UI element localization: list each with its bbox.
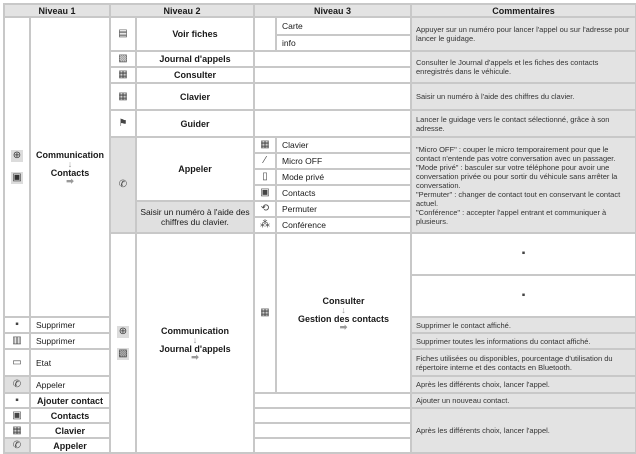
option-etat[interactable]: Etat	[30, 349, 110, 376]
gestion-contacts-label: Gestion des contacts	[297, 313, 390, 324]
comment-ajouter: Ajouter un nouveau contact.	[411, 393, 636, 408]
comment-appeler-gestion: Après les différents choix, lancer l'appel.	[411, 376, 636, 393]
comment-voir-fiches: Appuyer sur un numéro pour lancer l'appel ou sur l'adresse pour lancer le guidage.	[411, 17, 636, 51]
edit-contact-icon: ▪	[521, 290, 526, 301]
table-row	[4, 17, 636, 35]
empty-cell	[254, 408, 411, 423]
comment-supprimer-tout: Supprimer toutes les informations du contact affiché.	[411, 333, 636, 349]
comment-line: "Micro OFF" : couper le micro temporairement pour que le contact n'entende pas votre conversation avec un passager.	[416, 144, 616, 163]
empty-cell	[254, 51, 411, 67]
status-icon: ▭	[12, 356, 22, 368]
header-row	[4, 4, 636, 17]
consult-icon: ▦	[118, 69, 128, 80]
section1-icons	[4, 17, 30, 317]
n3-icon-cell	[254, 169, 276, 185]
globe-icon: ⊕	[12, 150, 22, 161]
empty-cell	[254, 83, 411, 110]
navigation-flag-icon: ⚑	[118, 117, 128, 129]
clavier-icon-cell	[4, 423, 30, 438]
trash-icon: ▥	[12, 335, 22, 346]
appeler-subtext: Saisir un numéro à l'aide des chiffres du clavier.	[136, 201, 254, 233]
micro-off-icon: ⁄	[264, 155, 266, 166]
contacts-icon-cell	[4, 408, 30, 423]
appeler-icon-cell	[4, 438, 30, 453]
comment-line: "Permuter" : changer de contact tout en conservant le contact actuel.	[416, 189, 621, 208]
globe-icon: ⊕	[118, 326, 128, 337]
keypad-icon: ▦	[12, 424, 22, 436]
section1-subtitle: Contacts	[50, 167, 90, 178]
contacts-book-icon: ▣	[260, 187, 270, 198]
conference-icon: ⁂	[260, 219, 270, 230]
table-row	[4, 393, 636, 408]
menu-structure-table	[3, 3, 636, 454]
guider[interactable]: Guider	[136, 110, 254, 137]
clavier[interactable]: Clavier	[136, 83, 254, 110]
contact-card-icon: ▤	[118, 28, 128, 39]
n3-icon-cell	[254, 201, 276, 217]
n3-icon-cell	[4, 376, 30, 393]
contacts-book-icon: ▣	[12, 409, 22, 421]
arrow-right-icon: ➡	[339, 321, 348, 332]
option-contacts[interactable]: Contacts	[276, 185, 411, 201]
section2-title: Communication	[160, 325, 229, 336]
option-carte[interactable]: Carte	[276, 17, 411, 35]
call-log-icon: ▧	[118, 348, 128, 359]
menu-table-wrapper	[3, 3, 636, 454]
empty-cell	[254, 17, 276, 51]
section1-title: Communication	[35, 149, 104, 160]
empty-cell	[254, 110, 411, 137]
section2-subtitle: Journal d'appels	[159, 343, 231, 354]
new-contact-icon: ▪	[521, 248, 526, 259]
ajouter-icon-cell	[4, 393, 30, 408]
comment-line: "Mode privé" : basculer sur votre téléphone pour avoir une conversation privée ou pour sortir du véhicule sans arrêter la conversation.	[416, 162, 618, 190]
header-commentaires: Commentaires	[411, 4, 636, 17]
option-supprimer[interactable]: Supprimer	[30, 317, 110, 333]
empty-cell	[254, 393, 411, 408]
new-contact-icon: ▪	[15, 394, 19, 406]
arrow-right-icon: ➡	[66, 175, 74, 186]
header-niveau2: Niveau 2	[110, 4, 254, 17]
n3-icon-cell	[4, 333, 30, 349]
empty-cell	[254, 423, 411, 438]
arrow-right-icon: ➡	[191, 351, 199, 362]
n3-icon-cell	[254, 185, 276, 201]
arrow-down-icon: ↓	[192, 334, 198, 345]
voir-fiches[interactable]: Voir fiches	[136, 17, 254, 51]
phone-handset-icon: ✆	[12, 439, 22, 451]
comment-consulter: Consulter le Journal d'appels et les fiches des contacts enregistrés dans le véhicule.	[411, 51, 636, 83]
private-mode-icon: ▯	[262, 171, 268, 182]
keypad-icon: ▦	[260, 139, 270, 150]
n3-icon-cell	[254, 137, 276, 153]
consulter-icon-cell	[110, 67, 136, 83]
guider-icon-cell	[110, 110, 136, 137]
voir-fiches-icon-cell	[110, 17, 136, 51]
section2-title-cell	[136, 233, 254, 453]
section2-icons	[110, 233, 136, 453]
option-micro-off[interactable]: Micro OFF	[276, 153, 411, 169]
delete-contact-icon: ▪	[15, 319, 19, 330]
arrow-down-icon: ↓	[67, 158, 73, 169]
appeler-icon-cell	[110, 137, 136, 233]
comment-line: "Conférence" : accepter l'appel entrant et communiquer à plusieurs.	[416, 207, 607, 226]
comment-guider: Lancer le guidage vers le contact sélectionné, grâce à son adresse.	[411, 110, 636, 137]
journal-icon-cell	[110, 51, 136, 67]
appeler[interactable]: Appeler	[136, 137, 254, 201]
comment-supprimer: Supprimer le contact affiché.	[411, 317, 636, 333]
comment-etat: Fiches utilisées ou disponibles, pourcentage d'utilisation du répertoire interne et des contacts en Bluetooth.	[411, 349, 636, 376]
n3-icon-cell	[4, 317, 30, 333]
ajouter-contact[interactable]: Ajouter contact	[30, 393, 110, 408]
n3-icon-cell	[254, 153, 276, 169]
clavier-icon-cell	[110, 83, 136, 110]
option-permuter[interactable]: Permuter	[276, 201, 411, 217]
consult-icon: ▦	[260, 307, 270, 318]
comment-clavier: Saisir un numéro à l'aide des chiffres du clavier.	[411, 83, 636, 110]
option-mode-prive[interactable]: Mode privé	[276, 169, 411, 185]
phone-handset-icon: ✆	[118, 179, 128, 190]
option-conference[interactable]: Conférence	[276, 217, 411, 233]
option-info[interactable]: info	[276, 35, 411, 51]
comment-bottom: Après les différents choix, lancer l'appel.	[411, 408, 636, 453]
phone-handset-icon: ✆	[12, 378, 22, 390]
table-row	[4, 408, 636, 423]
section1-title-cell	[30, 17, 110, 317]
keypad-icon: ▦	[118, 90, 128, 102]
empty-cell	[254, 67, 411, 83]
option-appeler[interactable]: Appeler	[30, 376, 110, 393]
contacts-book-icon: ▣	[12, 172, 22, 183]
n3-icon-cell	[254, 217, 276, 233]
n3-icon-cell	[411, 275, 636, 317]
empty-cell	[254, 438, 411, 453]
consulter-label: Consulter	[322, 295, 365, 306]
gestion-icon-cell	[254, 233, 276, 393]
comment-appeler	[411, 137, 636, 233]
header-niveau1: Niveau 1	[4, 4, 110, 17]
option-supprimer-tout[interactable]: Supprimer	[30, 333, 110, 349]
contacts[interactable]: Contacts	[30, 408, 110, 423]
consulter[interactable]: Consulter	[136, 67, 254, 83]
clavier-2[interactable]: Clavier	[30, 423, 110, 438]
option-clavier[interactable]: Clavier	[276, 137, 411, 153]
n3-icon-cell	[4, 349, 30, 376]
journal-appels[interactable]: Journal d'appels	[136, 51, 254, 67]
header-niveau3: Niveau 3	[254, 4, 411, 17]
swap-call-icon: ⟲	[260, 203, 270, 214]
appeler-2[interactable]: Appeler	[30, 438, 110, 453]
n3-icon-cell	[411, 233, 636, 275]
arrow-down-icon: ↓	[341, 304, 346, 315]
gestion-contacts-cell[interactable]	[276, 233, 411, 393]
call-log-icon: ▧	[118, 53, 128, 64]
